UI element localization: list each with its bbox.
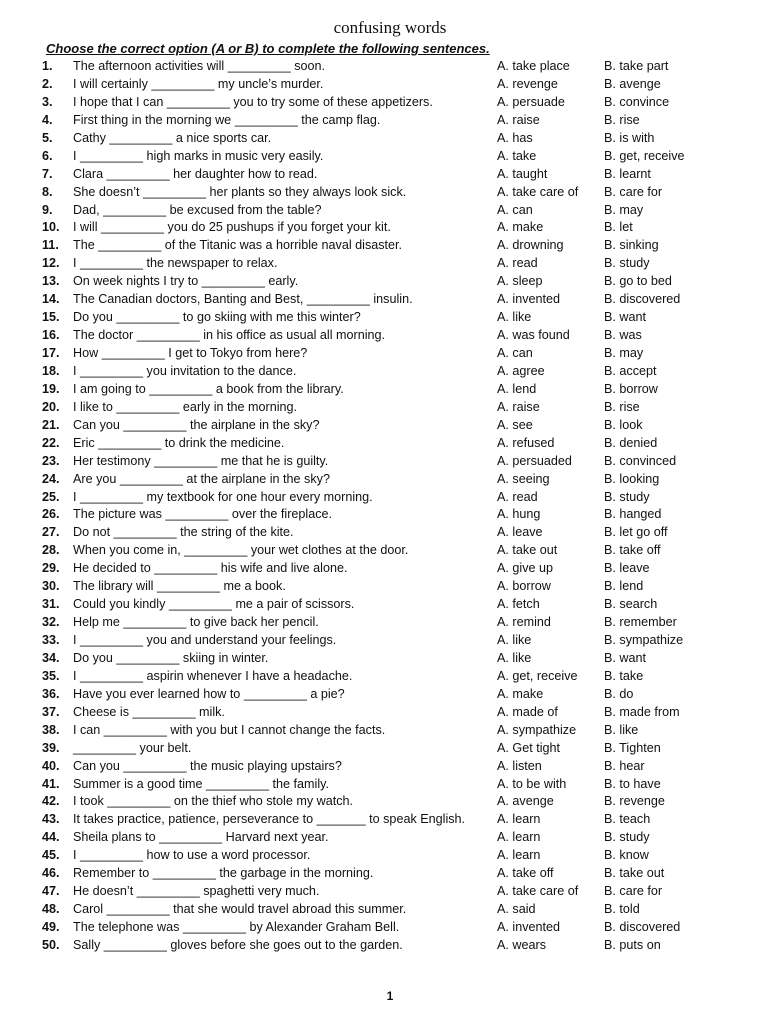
- question-text: I _________ high marks in music very easily.: [73, 148, 324, 163]
- question-number: 17.: [42, 346, 60, 360]
- option-a: A. persuaded: [497, 453, 572, 468]
- question-number: 24.: [42, 471, 60, 486]
- question-number: 28.: [42, 543, 60, 558]
- question-text: I _________ you invitation to the dance.: [73, 363, 297, 378]
- question-row: [0, 632, 768, 650]
- option-a: A. said: [497, 902, 536, 917]
- option-a: A. to be with: [497, 776, 567, 791]
- option-b: B. go to bed: [604, 274, 672, 289]
- question-number: 20.: [42, 399, 60, 414]
- option-a: A. was found: [497, 328, 570, 343]
- question-row: [0, 435, 768, 453]
- option-b: B. accept: [604, 363, 657, 378]
- question-row: [0, 650, 768, 668]
- question-text: Remember to _________ the garbage in the morning.: [73, 866, 374, 881]
- question-text: Cathy _________ a nice sports car.: [73, 130, 272, 145]
- option-a: A. invented: [497, 292, 561, 307]
- question-row: [0, 704, 768, 722]
- question-row: [0, 829, 768, 847]
- question-text: I took _________ on the thief who stole my watch.: [73, 794, 354, 809]
- option-a: A. sympathize: [497, 722, 577, 737]
- option-b: B. remember: [604, 615, 677, 630]
- option-a: A. remind: [497, 615, 551, 630]
- option-b: B. lend: [604, 579, 644, 594]
- question-number: 26.: [42, 507, 60, 522]
- option-a: A. made of: [497, 704, 558, 719]
- option-a: A. fetch: [497, 597, 540, 612]
- option-a: A. listen: [497, 758, 542, 773]
- option-b: B. denied: [604, 435, 658, 450]
- question-row: [0, 937, 768, 955]
- question-number: 5.: [42, 130, 53, 145]
- question-text: I _________ how to use a word processor.: [73, 848, 311, 863]
- option-a: A. learn: [497, 830, 541, 845]
- option-a: A. take: [497, 148, 537, 163]
- question-number: 16.: [42, 328, 60, 343]
- option-a: A. can: [497, 202, 533, 217]
- question-text: I am going to _________ a book from the library.: [73, 381, 344, 396]
- question-row: [0, 112, 768, 130]
- question-row: [0, 345, 768, 363]
- question-row: [0, 291, 768, 309]
- option-a: A. make: [497, 220, 544, 235]
- question-row: [0, 471, 768, 489]
- option-a: A. drowning: [497, 238, 564, 253]
- option-a: A. borrow: [497, 579, 551, 594]
- question-number: 43.: [42, 812, 60, 827]
- question-text: The afternoon activities will _________ soon.: [73, 59, 326, 73]
- question-number: 1.: [42, 59, 53, 73]
- question-text: I _________ the newspaper to relax.: [73, 256, 278, 271]
- question-number: 31.: [42, 597, 60, 612]
- question-number: 35.: [42, 668, 60, 683]
- question-row: [0, 399, 768, 417]
- question-number: 38.: [42, 722, 60, 737]
- question-row: [0, 166, 768, 184]
- option-a: A. take care of: [497, 184, 579, 199]
- question-row: [0, 686, 768, 704]
- question-row: [0, 76, 768, 94]
- option-a: A. avenge: [497, 794, 554, 809]
- question-text: Are you _________ at the airplane in the sky?: [73, 471, 330, 486]
- question-text: I can _________ with you but I cannot change the facts.: [73, 722, 386, 737]
- option-a: A. leave: [497, 525, 543, 540]
- option-b: B. puts on: [604, 937, 661, 952]
- question-text: Can you _________ the airplane in the sky?: [73, 417, 320, 432]
- option-b: B. take out: [604, 866, 665, 881]
- option-b: B. made from: [604, 704, 680, 719]
- option-b: B. get, receive: [604, 148, 685, 163]
- question-row: [0, 596, 768, 614]
- option-a: A. make: [497, 686, 544, 701]
- question-row: [0, 58, 768, 76]
- option-b: B. want: [604, 650, 646, 665]
- option-a: A. raise: [497, 112, 540, 127]
- option-a: A. like: [497, 633, 532, 647]
- question-number: 18.: [42, 363, 60, 378]
- option-a: A. see: [497, 417, 533, 432]
- question-row: [0, 381, 768, 399]
- question-text: Have you ever learned how to _________ a pie?: [73, 686, 345, 701]
- question-number: 45.: [42, 848, 60, 863]
- question-number: 44.: [42, 830, 60, 845]
- question-row: [0, 901, 768, 919]
- question-number: 9.: [42, 202, 53, 217]
- option-a: A. take out: [497, 543, 558, 558]
- option-b: B. care for: [604, 184, 663, 199]
- question-text: How _________ I get to Tokyo from here?: [73, 346, 308, 360]
- question-number: 40.: [42, 758, 60, 773]
- question-text: Can you _________ the music playing upstairs?: [73, 758, 342, 773]
- option-b: B. care for: [604, 884, 663, 899]
- question-number: 4.: [42, 112, 53, 127]
- option-b: B. hanged: [604, 507, 662, 522]
- option-b: B. to have: [604, 776, 661, 791]
- option-a: A. take off: [497, 866, 554, 881]
- option-a: A. revenge: [497, 76, 558, 91]
- question-text: Do you _________ to go skiing with me this winter?: [73, 310, 361, 325]
- option-b: B. learnt: [604, 166, 651, 181]
- question-row: [0, 560, 768, 578]
- question-number: 36.: [42, 686, 60, 701]
- option-a: A. read: [497, 256, 538, 271]
- question-number: 12.: [42, 256, 60, 271]
- question-row: [0, 865, 768, 883]
- option-a: A. like: [497, 650, 532, 665]
- option-b: B. hear: [604, 758, 645, 773]
- option-b: B. let go off: [604, 525, 668, 540]
- option-b: B. avenge: [604, 76, 661, 91]
- question-number: 46.: [42, 866, 60, 881]
- question-number: 11.: [42, 238, 59, 253]
- question-text: I hope that I can _________ you to try some of these appetizers.: [73, 94, 433, 109]
- option-a: A. like: [497, 310, 532, 325]
- question-text: He decided to _________ his wife and live alone.: [73, 561, 348, 576]
- instructions: Choose the correct option (A or B) to complete the following sentences.: [46, 41, 490, 56]
- question-number: 21.: [42, 417, 60, 432]
- option-b: B. like: [604, 722, 639, 737]
- option-b: B. sympathize: [604, 633, 684, 647]
- question-text: Her testimony _________ me that he is guilty.: [73, 453, 329, 468]
- question-text: Could you kindly _________ me a pair of scissors.: [73, 597, 355, 612]
- question-text: The Canadian doctors, Banting and Best, _________ insulin.: [73, 292, 413, 307]
- question-text: I _________ you and understand your feelings.: [73, 633, 337, 647]
- question-row: [0, 94, 768, 112]
- question-text: I _________ my textbook for one hour every morning.: [73, 489, 373, 504]
- question-number: 37.: [42, 704, 60, 719]
- question-number: 25.: [42, 489, 60, 504]
- option-b: B. may: [604, 346, 644, 360]
- option-b: B. sinking: [604, 238, 659, 253]
- option-a: A. learn: [497, 848, 541, 863]
- question-row: [0, 811, 768, 829]
- question-text: I _________ aspirin whenever I have a headache.: [73, 668, 353, 683]
- question-row: [0, 524, 768, 542]
- question-text: The library will _________ me a book.: [73, 579, 286, 594]
- option-b: B. told: [604, 902, 640, 917]
- option-b: B. borrow: [604, 381, 658, 396]
- option-b: B. was: [604, 328, 642, 343]
- question-row: [0, 506, 768, 524]
- option-a: A. give up: [497, 561, 554, 576]
- question-number: 41.: [42, 776, 60, 791]
- option-b: B. teach: [604, 812, 651, 827]
- question-row: [0, 919, 768, 937]
- question-text: _________ your belt.: [73, 740, 192, 755]
- question-row: [0, 363, 768, 381]
- option-b: B. discovered: [604, 292, 681, 307]
- question-number: 19.: [42, 381, 60, 396]
- question-number: 22.: [42, 435, 60, 450]
- question-number: 29.: [42, 561, 60, 576]
- question-row: [0, 255, 768, 273]
- option-a: A. has: [497, 130, 533, 145]
- option-b: B. search: [604, 597, 658, 612]
- option-b: B. study: [604, 256, 650, 271]
- option-b: B. may: [604, 202, 644, 217]
- option-a: A. taught: [497, 166, 548, 181]
- question-number: 6.: [42, 148, 53, 163]
- question-row: [0, 722, 768, 740]
- question-text: I like to _________ early in the morning.: [73, 399, 298, 414]
- question-row: [0, 614, 768, 632]
- question-text: Sally _________ gloves before she goes out to the garden.: [73, 937, 403, 952]
- option-a: A. wears: [497, 937, 546, 952]
- option-b: B. take: [604, 668, 644, 683]
- option-b: B. Tighten: [604, 740, 661, 755]
- question-row: [0, 542, 768, 560]
- option-a: A. sleep: [497, 274, 543, 289]
- question-text: She doesn’t _________ her plants so they always look sick.: [73, 184, 407, 199]
- option-a: A. lend: [497, 381, 537, 396]
- question-row: [0, 578, 768, 596]
- question-text: First thing in the morning we _________ the camp flag.: [73, 112, 381, 127]
- question-number: 42.: [42, 794, 60, 809]
- option-b: B. study: [604, 830, 650, 845]
- option-a: A. seeing: [497, 471, 550, 486]
- question-row: [0, 453, 768, 471]
- option-a: A. hung: [497, 507, 541, 522]
- question-number: 10.: [42, 220, 60, 235]
- question-text: Help me _________ to give back her pencil.: [73, 615, 319, 630]
- question-text: Do not _________ the string of the kite.: [73, 525, 294, 540]
- question-row: [0, 273, 768, 291]
- option-b: B. know: [604, 848, 649, 863]
- page-title: confusing words: [333, 18, 447, 37]
- question-text: The telephone was _________ by Alexander Graham Bell.: [73, 920, 400, 934]
- question-text: On week nights I try to _________ early.: [73, 274, 299, 289]
- question-text: The picture was _________ over the fireplace.: [73, 507, 333, 522]
- question-row: [0, 740, 768, 758]
- question-text: When you come in, _________ your wet clothes at the door.: [73, 543, 409, 558]
- option-a: A. invented: [497, 920, 561, 934]
- question-number: 34.: [42, 650, 60, 665]
- question-text: Do you _________ skiing in winter.: [73, 650, 269, 665]
- option-b: B. leave: [604, 561, 650, 576]
- option-a: A. agree: [497, 363, 545, 378]
- question-list: [0, 58, 768, 955]
- option-b: B. rise: [604, 399, 640, 414]
- option-b: B. discovered: [604, 920, 681, 934]
- option-b: B. convince: [604, 94, 670, 109]
- question-number: 32.: [42, 615, 60, 630]
- option-b: B. looking: [604, 471, 660, 486]
- option-b: B. do: [604, 686, 634, 701]
- question-number: 7.: [42, 166, 53, 181]
- question-text: I will certainly _________ my uncle’s murder.: [73, 76, 324, 91]
- question-text: The doctor _________ in his office as usual all morning.: [73, 328, 386, 343]
- question-row: [0, 130, 768, 148]
- question-text: Summer is a good time _________ the family.: [73, 776, 329, 791]
- option-b: B. rise: [604, 112, 640, 127]
- question-row: [0, 417, 768, 435]
- question-text: Clara _________ her daughter how to read.: [73, 166, 318, 181]
- question-row: [0, 668, 768, 686]
- question-number: 48.: [42, 902, 60, 917]
- question-text: Cheese is _________ milk.: [73, 704, 225, 719]
- question-text: He doesn’t _________ spaghetti very much.: [73, 884, 320, 899]
- option-a: A. Get tight: [497, 740, 560, 755]
- option-a: A. get, receive: [497, 668, 578, 683]
- question-number: 15.: [42, 310, 60, 325]
- question-text: Carol _________ that she would travel abroad this summer.: [73, 902, 407, 917]
- option-b: B. take off: [604, 543, 661, 558]
- question-number: 13.: [42, 274, 60, 289]
- question-row: [0, 793, 768, 811]
- option-a: A. learn: [497, 812, 541, 827]
- option-a: A. take place: [497, 59, 570, 73]
- option-b: B. look: [604, 417, 643, 432]
- question-number: 8.: [42, 184, 53, 199]
- question-row: [0, 776, 768, 794]
- option-a: A. can: [497, 346, 533, 360]
- question-number: 50.: [42, 937, 60, 952]
- question-number: 33.: [42, 633, 60, 647]
- option-a: A. refused: [497, 435, 555, 450]
- question-text: It takes practice, patience, perseverance to _______ to speak English.: [73, 812, 466, 827]
- question-number: 27.: [42, 525, 60, 540]
- option-a: A. read: [497, 489, 538, 504]
- option-b: B. want: [604, 310, 646, 325]
- question-row: [0, 327, 768, 345]
- question-row: [0, 184, 768, 202]
- question-number: 49.: [42, 920, 60, 934]
- question-row: [0, 202, 768, 220]
- page-number: 1: [386, 989, 394, 1003]
- option-b: B. revenge: [604, 794, 665, 809]
- option-a: A. raise: [497, 399, 540, 414]
- question-number: 2.: [42, 76, 53, 91]
- question-row: [0, 148, 768, 166]
- question-number: 47.: [42, 884, 60, 899]
- question-number: 30.: [42, 579, 60, 594]
- question-row: [0, 219, 768, 237]
- question-number: 39.: [42, 740, 60, 755]
- question-row: [0, 237, 768, 255]
- question-text: Dad, _________ be excused from the table?: [73, 202, 322, 217]
- question-row: [0, 847, 768, 865]
- option-b: B. let: [604, 220, 633, 235]
- question-row: [0, 883, 768, 901]
- question-row: [0, 758, 768, 776]
- option-b: B. convinced: [604, 453, 677, 468]
- question-text: I will _________ you do 25 pushups if you forget your kit.: [73, 220, 391, 235]
- question-number: 3.: [42, 94, 53, 109]
- question-row: [0, 309, 768, 327]
- question-number: 14.: [42, 292, 60, 307]
- option-a: A. take care of: [497, 884, 579, 899]
- question-text: Sheila plans to _________ Harvard next year.: [73, 830, 329, 845]
- option-b: B. study: [604, 489, 650, 504]
- question-number: 23.: [42, 453, 60, 468]
- option-b: B. take part: [604, 59, 669, 73]
- question-text: Eric _________ to drink the medicine.: [73, 435, 285, 450]
- question-text: The _________ of the Titanic was a horrible naval disaster.: [73, 238, 403, 253]
- option-b: B. is with: [604, 130, 655, 145]
- question-row: [0, 489, 768, 507]
- option-a: A. persuade: [497, 94, 565, 109]
